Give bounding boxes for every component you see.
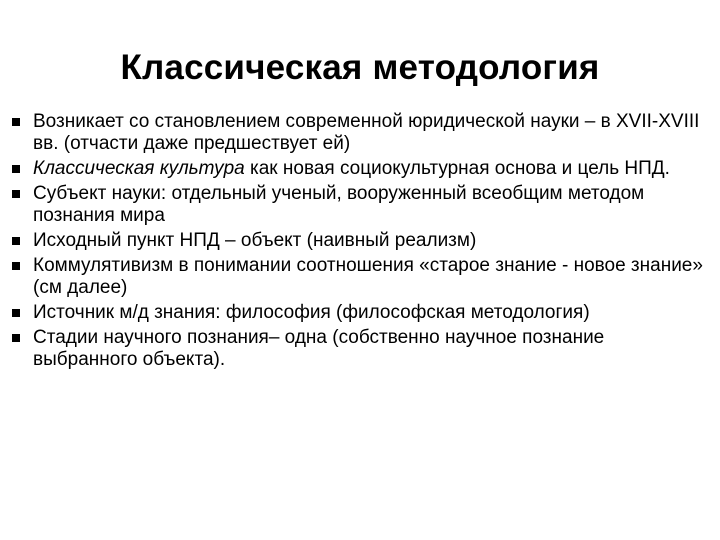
bullet-text: Возникает со становлением современной юридической науки – в XVII-XVIII вв. (отчасти даже предшествует ей) [33,111,700,154]
bullet-text: Субъект науки: отдельный ученый, вооруженный всеобщим методом познания мира [33,183,645,226]
bullet-item-4 [12,230,712,252]
square-bullet-icon [12,334,20,342]
bullet-item-3 [12,183,712,227]
slide-title: Классическая методология [120,48,600,87]
bullet-item-5 [12,255,712,299]
bullet-item-2 [12,158,712,180]
bullet-item-1 [12,111,712,155]
square-bullet-icon [12,118,20,126]
bullet-text: Коммулятивизм в понимании соотношения «старое знание - новое знание» (см далее) [33,255,703,298]
bullet-item-7 [12,327,712,371]
bullet-list [12,111,712,374]
bullet-text: Источник м/д знания: философия (философская методология) [33,302,590,323]
bullet-italic-text: Классическая культура [33,158,245,179]
bullet-text: Стадии научного познания– одна (собственно научное познание выбранного объекта). [33,327,605,370]
bullet-text: как новая социокультурная основа и цель НПД. [244,158,670,179]
square-bullet-icon [12,190,20,198]
bullet-text: Исходный пункт НПД – объект (наивный реализм) [33,230,477,251]
square-bullet-icon [12,237,20,245]
square-bullet-icon [12,262,20,270]
square-bullet-icon [12,165,20,173]
square-bullet-icon [12,309,20,317]
bullet-item-6 [12,302,712,324]
